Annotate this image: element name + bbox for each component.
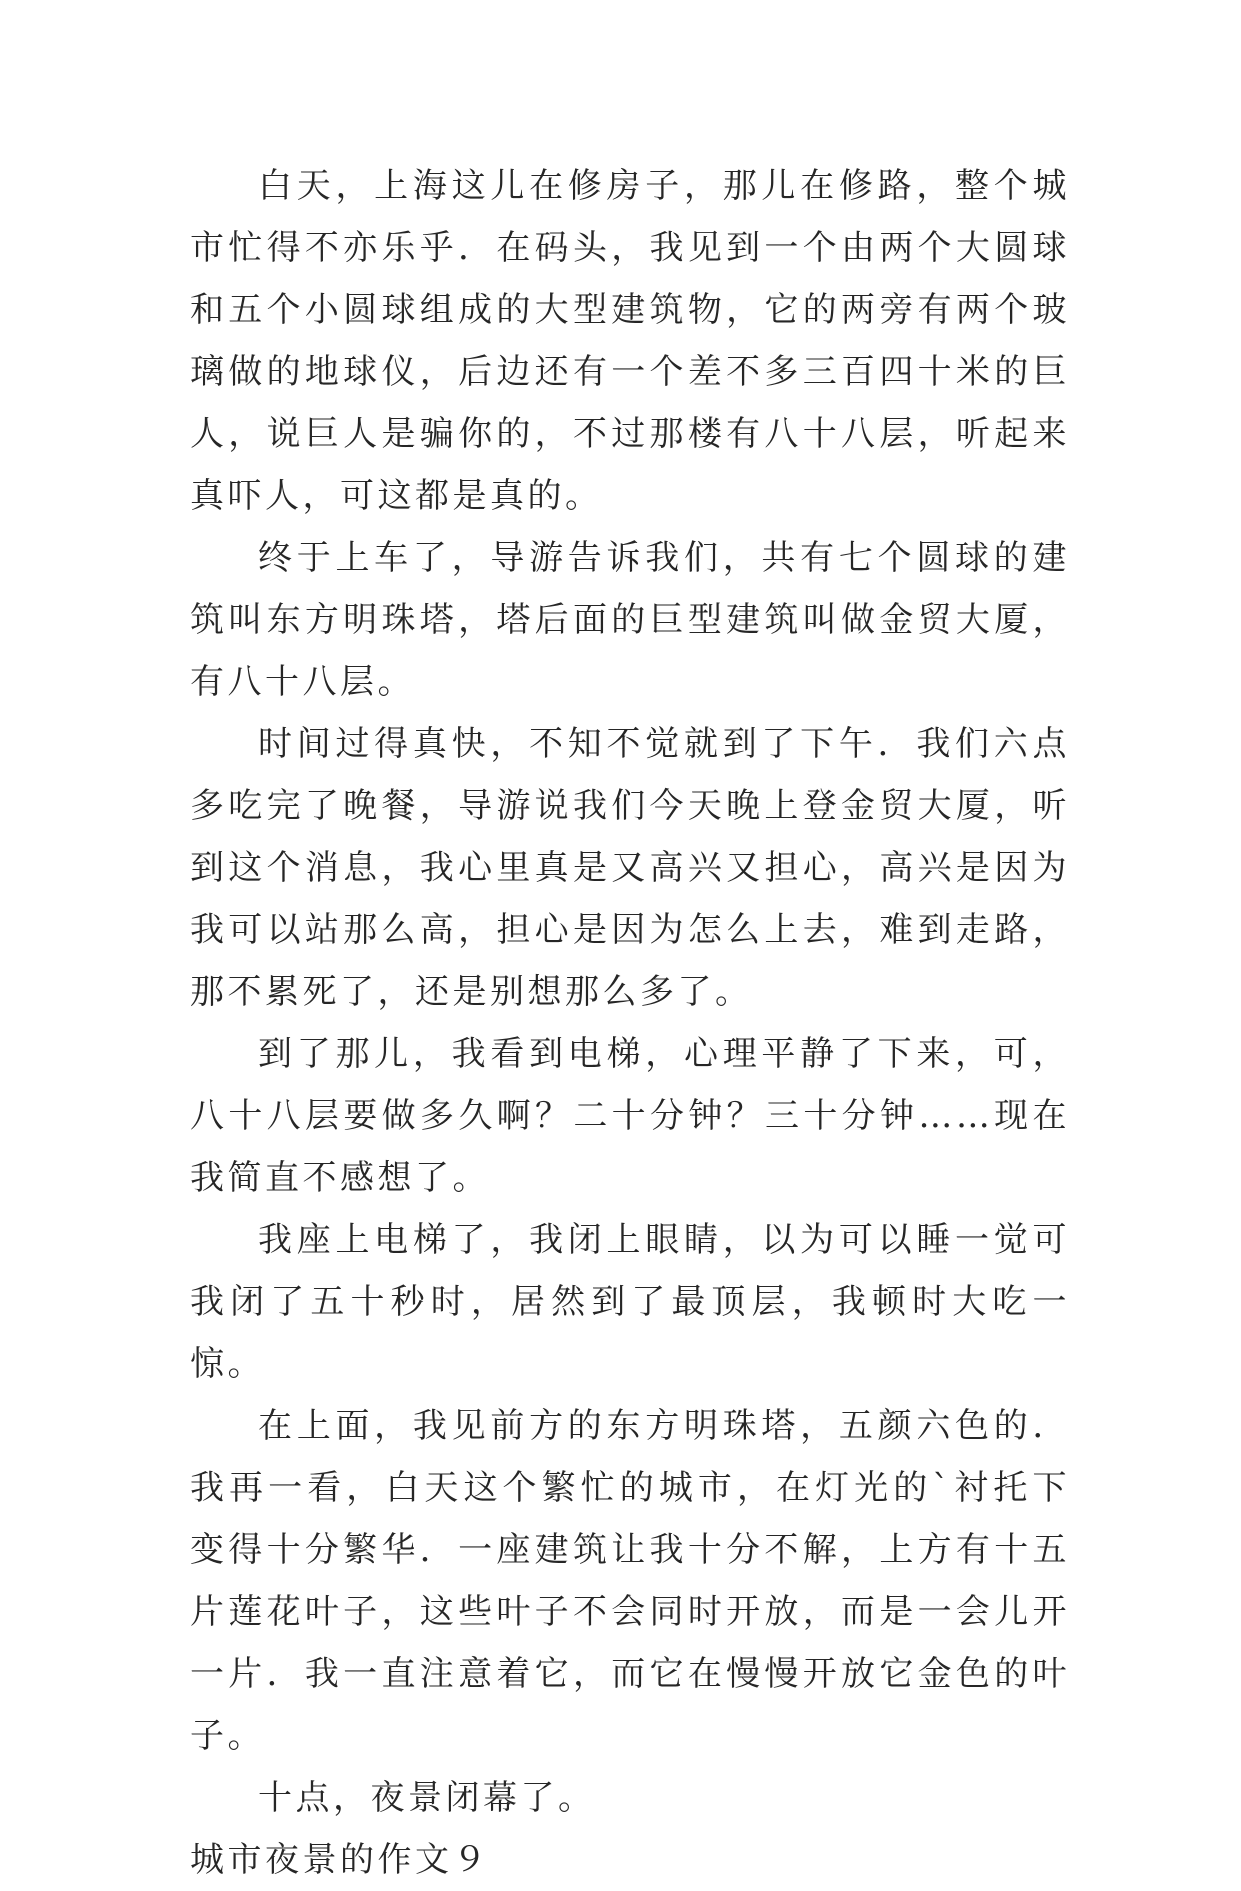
paragraph: 时间过得真快，不知不觉就到了下午．我们六点多吃完了晚餐，导游说我们今天晚上登金贸大厦，听到这个消息，我心里真是又高兴又担心，高兴是因为我可以站那么高，担心是因为怎么上去，难到走路，那不累死了，还是别想那么多了。 — [190, 724, 1070, 1012]
paragraph: 我座上电梯了，我闭上眼睛，以为可以睡一觉可我闭了五十秒时，居然到了最顶层，我顿时大吃一惊。 — [190, 1220, 1070, 1384]
paragraph: 十点，夜景闭幕了。 — [258, 1778, 596, 1818]
paragraph: 白天，上海这儿在修房子，那儿在修路，整个城市忙得不亦乐乎．在码头，我见到一个由两个大圆球和五个小圆球组成的大型建筑物，它的两旁有两个玻璃做的地球仪，后边还有一个差不多三百四十米的巨人，说巨人是骗你的，不过那楼有八十八层，听起来真吓人，可这都是真的。 — [190, 166, 1070, 516]
document-body — [190, 155, 1070, 1891]
paragraph: 在上面，我见前方的东方明珠塔，五颜六色的．我再一看，白天这个繁忙的城市，在灯光的`衬托下变得十分繁华．一座建筑让我十分不解，上方有十五片莲花叶子，这些叶子不会同时开放，而是一会儿开一片．我一直注意着它，而它在慢慢开放它金色的叶子。 — [190, 1406, 1070, 1756]
paragraph: 终于上车了，导游告诉我们，共有七个圆球的建筑叫东方明珠塔，塔后面的巨型建筑叫做金贸大厦，有八十八层。 — [190, 538, 1070, 702]
paragraph: 到了那儿，我看到电梯，心理平静了下来，可，八十八层要做多久啊？二十分钟？三十分钟……现在我简直不感想了。 — [190, 1034, 1070, 1198]
section-heading: 城市夜景的作文９ — [190, 1840, 490, 1880]
